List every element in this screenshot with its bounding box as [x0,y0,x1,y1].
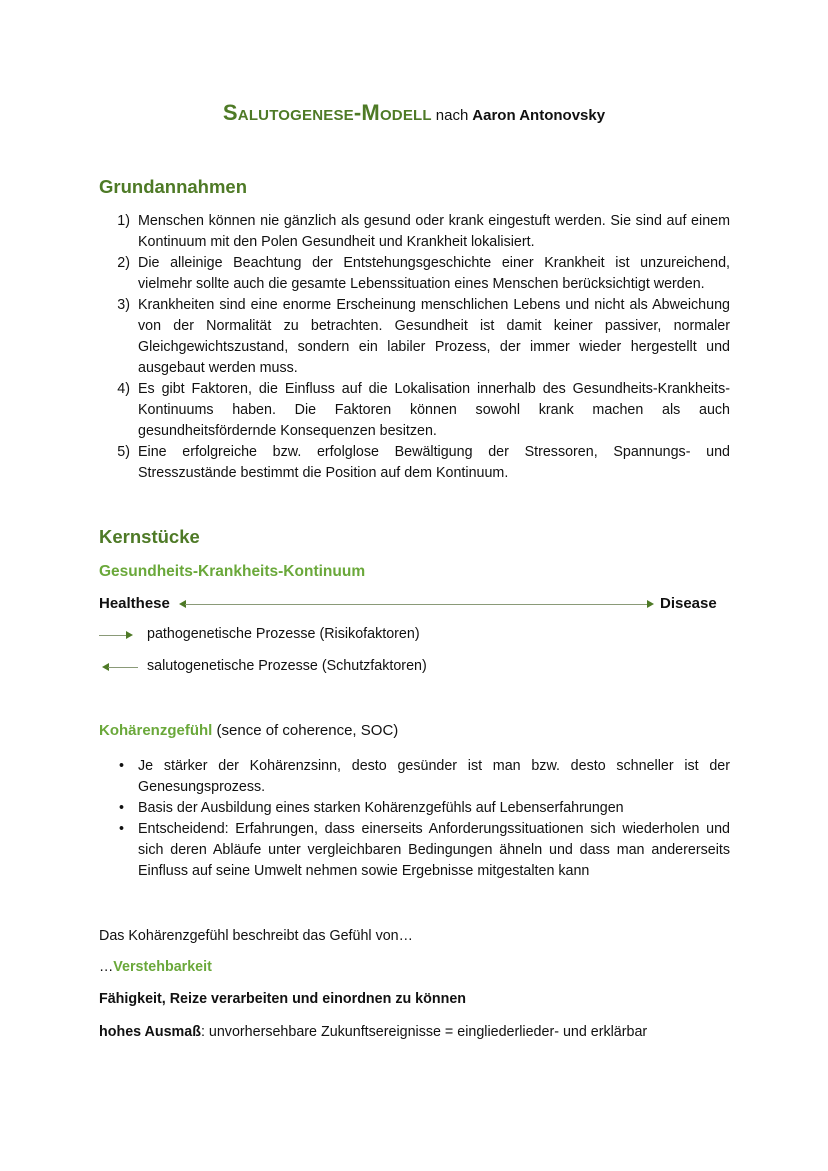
hohes-ausmass [99,1024,647,1040]
list-item [99,756,730,798]
item-text: Eine erfolgreiche bzw. erfolglose Bewältigung der Stressoren, Spannungs- und Stresszustände bestimmt die Position auf dem Kontinuum. [138,444,730,481]
verstehbarkeit-term: Verstehbarkeit [113,959,212,975]
bullet-icon: • [118,821,124,837]
right-pole: Disease [660,595,717,612]
list-item [99,442,730,484]
continuum-line [185,604,648,605]
list-item [99,379,730,442]
list-item [99,211,730,253]
bullet-icon: • [118,758,124,774]
item-number: 4) [117,381,130,397]
gefuehl-intro: Das Kohärenzgefühl beschreibt das Gefühl von… [99,928,413,944]
bullet-icon: • [118,800,124,816]
item-text: Basis der Ausbildung eines starken Kohärenzgefühls auf Lebenserfahrungen [138,800,624,816]
list-item [99,253,730,295]
hohes-ausmass-label: hohes Ausmaß [99,1024,201,1040]
koharenz-subtitle: (sence of coherence, SOC) [216,722,399,739]
list-item [99,819,730,882]
item-number: 5) [117,444,130,460]
item-text: Menschen können nie gänzlich als gesund oder krank eingestuft werden. Sie sind auf einem Kontinuum mit den Polen Gesundheit und Krankheit lokalisiert. [138,213,730,250]
verstehbarkeit-definition: Fähigkeit, Reize verarbeiten und einordnen zu können [99,991,467,1007]
heading-grundannahmen: Grundannahmen [99,176,248,197]
grundannahmen-list [99,211,730,484]
item-number: 2) [117,255,130,271]
arrow-right-icon [126,631,133,639]
list-item [99,295,730,379]
koharenz-list [99,756,730,882]
item-number: 3) [117,297,130,313]
document-title [0,100,828,126]
arrow-right-head-icon [647,600,654,608]
saluto-text: salutogenetische Prozesse (Schutzfaktoren) [147,658,427,674]
left-pole: Healthese [99,595,170,612]
patho-text: pathogenetische Prozesse (Risikofaktoren) [147,626,420,642]
patho-arrow-line [99,635,127,636]
heading-kernstuecke: Kernstücke [99,526,200,547]
koharenz-heading [99,722,398,739]
saluto-arrow-line [108,667,138,668]
title-main: Salutogenese-Modell [222,100,432,125]
item-text: Es gibt Faktoren, die Einfluss auf die Lokalisation innerhalb des Gesundheits-Krankheits-Kontinuums haben. Die Faktoren können sowohl krank machen als auch gesundheitsfördernde Konsequenzen besitzen. [138,381,730,439]
item-text: Entscheidend: Erfahrungen, dass einerseits Anforderungssituationen sich wiederholen und sich deren Abläufe unter vergleichbaren Bedingungen ähneln und dass man andererseits Einfluss auf seine Umwelt nehmen sowie Ergebnisse mitgestalten kann [138,821,730,879]
koharenz-term: Kohärenzgefühl [99,722,213,739]
list-item [99,798,730,819]
subheading-kontinuum: Gesundheits-Krankheits-Kontinuum [99,563,366,580]
item-text: Je stärker der Kohärenzsinn, desto gesünder ist man bzw. desto schneller ist der Genesungsprozess. [138,758,730,795]
hohes-ausmass-text: : unvorhersehbare Zukunftsereignisse = eingliederlieder- und erklärbar [200,1024,648,1040]
verstehbarkeit-heading [99,959,212,975]
ellipsis: … [99,959,114,975]
item-number: 1) [117,213,130,229]
item-text: Die alleinige Beachtung der Entstehungsgeschichte einer Krankheit ist unzureichend, vielmehr sollte auch die gesamte Lebenssituation eines Menschen berücksichtigt werden. [138,255,730,292]
title-author: Aaron Antonovsky [472,107,606,124]
item-text: Krankheiten sind eine enorme Erscheinung menschlichen Lebens und nicht als Abweichung von der Normalität zu betrachten. Gesundheit ist damit keiner passiver, normaler Gleichgewichtszustand, sondern ein labiler Prozess, der immer wieder hergestellt und ausgebaut werden muss. [138,297,730,376]
title-nach: nach [435,107,469,124]
